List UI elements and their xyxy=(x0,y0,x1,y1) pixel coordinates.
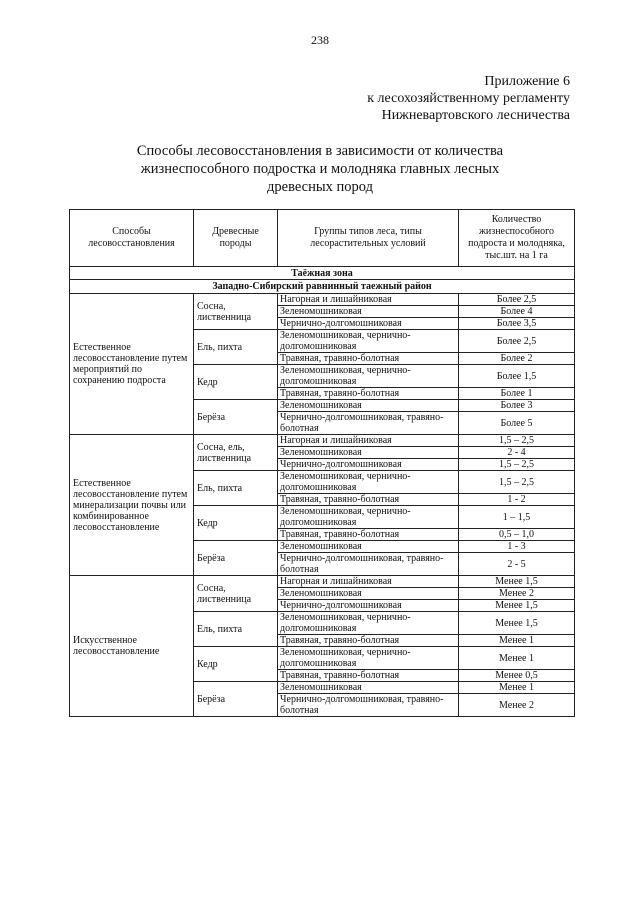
group-cell: Зеленомошниковая, чернично-долгомошниковая xyxy=(278,612,459,635)
quantity-cell: Менее 2 xyxy=(459,694,575,717)
quantity-cell: Менее 1 xyxy=(459,635,575,647)
species-cell: Кедр xyxy=(194,506,278,541)
group-cell: Зеленомошниковая xyxy=(278,306,459,318)
header-quantity: Количество жизнеспособного подроста и молодняка, тыс.шт. на 1 га xyxy=(459,210,575,267)
group-cell: Чернично-долгомошниковая, травяно-болотная xyxy=(278,694,459,717)
quantity-cell: Менее 1 xyxy=(459,647,575,670)
appendix-line-3: Нижневартовского лесничества xyxy=(381,108,570,123)
group-cell: Травяная, травяно-болотная xyxy=(278,670,459,682)
species-cell: Ель, пихта xyxy=(194,612,278,647)
quantity-cell: Более 3 xyxy=(459,400,575,412)
method-cell: Искусственное лесовосстановление xyxy=(70,576,194,717)
table-row xyxy=(70,294,575,306)
quantity-cell: Более 1,5 xyxy=(459,365,575,388)
group-cell: Травяная, травяно-болотная xyxy=(278,353,459,365)
region-row xyxy=(70,280,575,294)
quantity-cell: 0,5 – 1,0 xyxy=(459,529,575,541)
quantity-cell: Менее 1,5 xyxy=(459,612,575,635)
species-cell: Берёза xyxy=(194,541,278,576)
zone-cell: Таёжная зона xyxy=(70,267,575,280)
species-cell: Сосна, лиственница xyxy=(194,576,278,612)
quantity-cell: Более 3,5 xyxy=(459,318,575,330)
group-cell: Зеленомошниковая xyxy=(278,682,459,694)
quantity-cell: Менее 1 xyxy=(459,682,575,694)
title-line-1: Способы лесовосстановления в зависимости от количества xyxy=(136,143,504,159)
header-method: Способы лесовосстановления xyxy=(70,210,194,267)
group-cell: Зеленомошниковая, чернично-долгомошниковая xyxy=(278,647,459,670)
table-body xyxy=(70,267,575,717)
group-cell: Чернично-долгомошниковая xyxy=(278,318,459,330)
group-cell: Зеленомошниковая xyxy=(278,541,459,553)
quantity-cell: Более 2,5 xyxy=(459,294,575,306)
quantity-cell: Менее 0,5 xyxy=(459,670,575,682)
quantity-cell: 1 – 1,5 xyxy=(459,506,575,529)
quantity-cell: Более 4 xyxy=(459,306,575,318)
group-cell: Нагорная и лишайниковая xyxy=(278,576,459,588)
appendix-heading xyxy=(367,73,570,124)
zone-row xyxy=(70,267,575,280)
group-cell: Зеленомошниковая xyxy=(278,447,459,459)
header-groups: Группы типов леса, типы лесорастительных условий xyxy=(278,210,459,267)
species-cell: Сосна, ель, лиственница xyxy=(194,435,278,471)
appendix-line-2: к лесохозяйственному регламенту xyxy=(367,91,570,106)
table-row xyxy=(70,576,575,588)
group-cell: Чернично-долгомошниковая xyxy=(278,600,459,612)
method-cell: Естественное лесовосстановление путем мероприятий по сохранению подроста xyxy=(70,294,194,435)
header-species: Древесные породы xyxy=(194,210,278,267)
group-cell: Травяная, травяно-болотная xyxy=(278,388,459,400)
group-cell: Зеленомошниковая, чернично-долгомошниковая xyxy=(278,471,459,494)
quantity-cell: 1,5 – 2,5 xyxy=(459,471,575,494)
group-cell: Зеленомошниковая, чернично-долгомошниковая xyxy=(278,330,459,353)
group-cell: Чернично-долгомошниковая xyxy=(278,459,459,471)
species-cell: Ель, пихта xyxy=(194,330,278,365)
page-number: 238 xyxy=(311,33,329,47)
document-title xyxy=(0,142,640,196)
group-cell: Нагорная и лишайниковая xyxy=(278,294,459,306)
group-cell: Травяная, травяно-болотная xyxy=(278,635,459,647)
quantity-cell: Более 5 xyxy=(459,412,575,435)
quantity-cell: 1,5 – 2,5 xyxy=(459,435,575,447)
species-cell: Кедр xyxy=(194,365,278,400)
species-cell: Кедр xyxy=(194,647,278,682)
quantity-cell: 2 - 4 xyxy=(459,447,575,459)
quantity-cell: Менее 1,5 xyxy=(459,600,575,612)
quantity-cell: Менее 1,5 xyxy=(459,576,575,588)
quantity-cell: Более 2 xyxy=(459,353,575,365)
table-header-row xyxy=(70,210,575,267)
group-cell: Чернично-долгомошниковая, травяно-болотная xyxy=(278,553,459,576)
group-cell: Травяная, травяно-болотная xyxy=(278,529,459,541)
title-line-2: жизнеспособного подростка и молодняка главных лесных xyxy=(140,161,500,177)
quantity-cell: 2 - 5 xyxy=(459,553,575,576)
group-cell: Зеленомошниковая, чернично-долгомошниковая xyxy=(278,365,459,388)
species-cell: Сосна, лиственница xyxy=(194,294,278,330)
quantity-cell: 1 - 2 xyxy=(459,494,575,506)
group-cell: Зеленомошниковая, чернично-долгомошниковая xyxy=(278,506,459,529)
appendix-line-1: Приложение 6 xyxy=(484,74,570,89)
quantity-cell: Более 2,5 xyxy=(459,330,575,353)
region-cell: Западно-Сибирский равнинный таежный район xyxy=(70,280,575,294)
quantity-cell: Менее 2 xyxy=(459,588,575,600)
group-cell: Травяная, травяно-болотная xyxy=(278,494,459,506)
species-cell: Ель, пихта xyxy=(194,471,278,506)
method-cell: Естественное лесовосстановление путем минерализации почвы или комбинированное лесовосстановление xyxy=(70,435,194,576)
title-line-3: древесных пород xyxy=(267,179,373,195)
species-cell: Берёза xyxy=(194,682,278,717)
species-cell: Берёза xyxy=(194,400,278,435)
group-cell: Чернично-долгомошниковая, травяно-болотная xyxy=(278,412,459,435)
table-row xyxy=(70,435,575,447)
group-cell: Нагорная и лишайниковая xyxy=(278,435,459,447)
group-cell: Зеленомошниковая xyxy=(278,588,459,600)
quantity-cell: Более 1 xyxy=(459,388,575,400)
quantity-cell: 1,5 – 2,5 xyxy=(459,459,575,471)
group-cell: Зеленомошниковая xyxy=(278,400,459,412)
reforestation-table xyxy=(69,209,575,717)
quantity-cell: 1 - 3 xyxy=(459,541,575,553)
